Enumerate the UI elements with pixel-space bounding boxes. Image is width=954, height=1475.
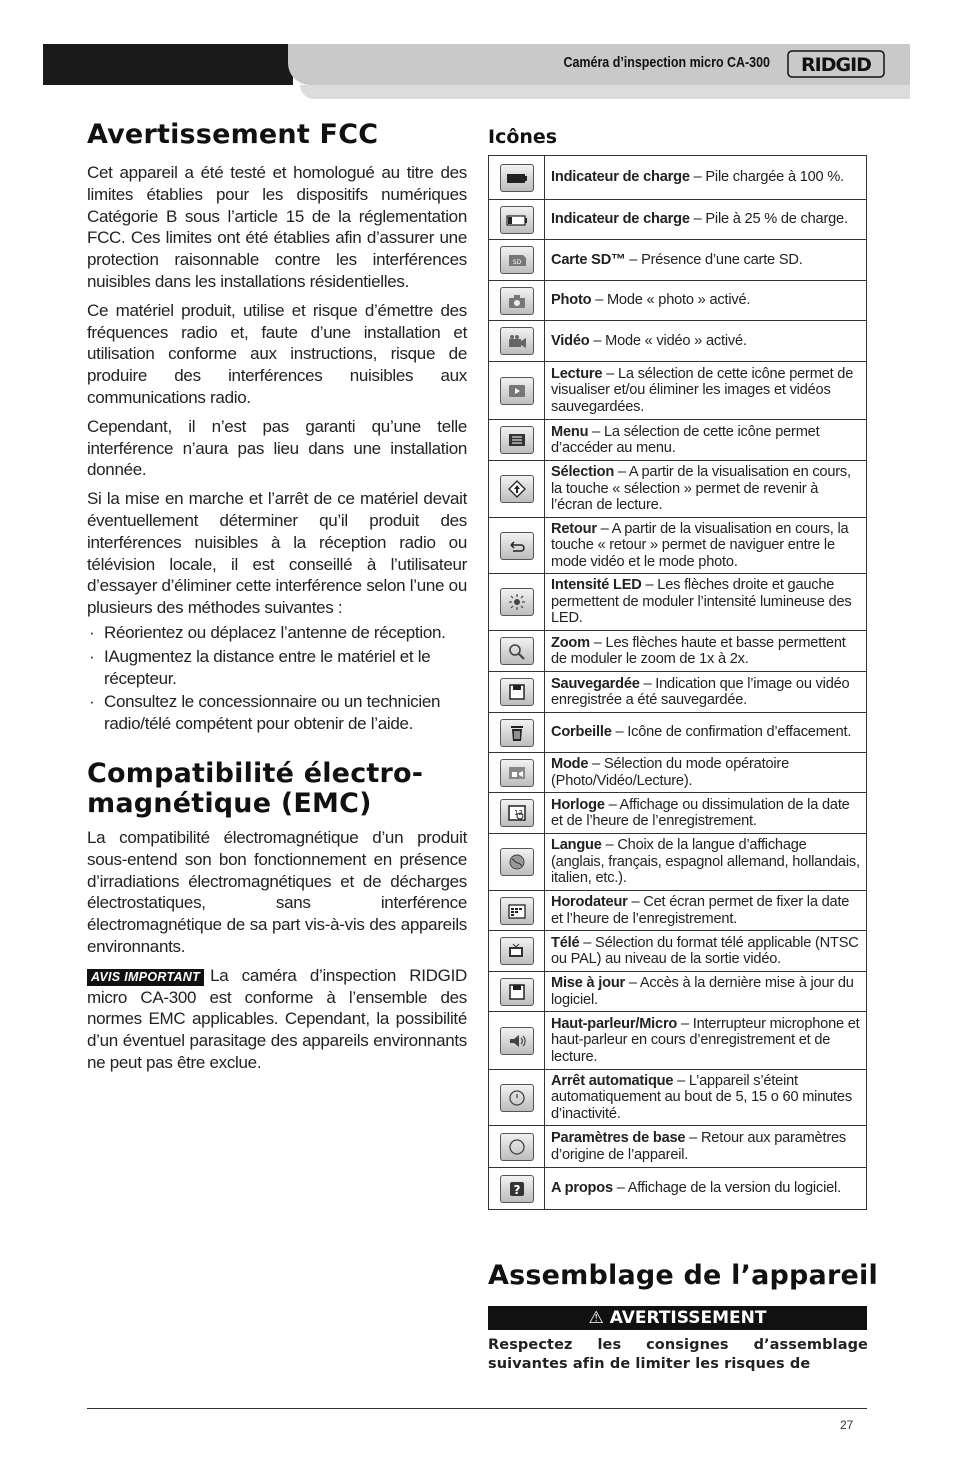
play-icon	[500, 377, 534, 405]
warning-text: Respectez les consignes d’assemblage suivantes afin de limiter les risques de	[488, 1337, 868, 1372]
right-column	[488, 126, 868, 154]
header-black-bar	[43, 44, 293, 85]
icon-cell	[489, 362, 545, 420]
icon-description: Indicateur de charge – Pile chargée à 100 %.	[545, 156, 867, 200]
update-icon	[500, 978, 534, 1006]
icon-description: Intensité LED – Les flèches droite et gauche permettent de moduler l’intensité lumineuse des LED.	[545, 574, 867, 631]
avis-important-badge: AVIS IMPORTANT	[87, 969, 204, 986]
icon-cell	[489, 1012, 545, 1070]
header-title: Caméra d’inspection micro CA-300	[563, 55, 770, 71]
emc-title: Compatibilité électro- magnétique (EMC)	[87, 757, 424, 819]
icon-cell	[489, 200, 545, 240]
icons-table	[488, 155, 867, 1210]
list-item: · Réorientez ou déplacez l’antenne de réception.	[89, 622, 446, 642]
footer-rule	[87, 1408, 867, 1409]
page-number: 27	[840, 1418, 854, 1432]
icon-description: A propos – Affichage de la version du logiciel.	[545, 1168, 867, 1210]
trash-icon	[500, 719, 534, 747]
tv-icon	[500, 937, 534, 965]
menu-icon	[500, 426, 534, 454]
calendar-icon	[500, 897, 534, 925]
fcc-paragraph-3: Cependant, il n’est pas garanti qu’une telle interférence n’aura pas lieu dans une installation donnée.	[87, 416, 467, 480]
icon-cell	[489, 518, 545, 574]
icon-description: Menu – La sélection de cette icône permet d’accéder au menu.	[545, 420, 867, 461]
icon-description: Horodateur – Cet écran permet de fixer la date et l’heure de l’enregistrement.	[545, 891, 867, 931]
icon-description: Langue – Choix de la langue d’affichage (anglais, français, espagnol allemand, hollandais, italien, etc.).	[545, 834, 867, 891]
table-row	[489, 793, 867, 834]
fcc-paragraph-1: Cet appareil a été testé et homologué au titre des limites établies pour les dispositifs numériques Catégorie B sous l’article 15 de la réglementation FCC. Ces limites ont été établies afin d’assurer une protection raisonnable contre les interférences nuisibles dans les installations résidentielles.	[87, 163, 467, 291]
svg-text:?: ?	[513, 1182, 520, 1197]
icon-description: Carte SD™ – Présence d’une carte SD.	[545, 240, 867, 281]
icon-description: Mode – Sélection du mode opératoire (Photo/Vidéo/Lecture).	[545, 753, 867, 793]
icon-description: Indicateur de charge – Pile à 25 % de charge.	[545, 200, 867, 240]
warning-banner: ⚠ AVERTISSEMENT	[488, 1306, 867, 1330]
icon-cell	[489, 321, 545, 362]
icon-description: Corbeille – Icône de confirmation d’effacement.	[545, 713, 867, 753]
icon-cell	[489, 156, 545, 200]
emc-paragraph: La compatibilité électromagnétique d’un produit sous-entend son bon fonctionnement en présence d’irradiations électromagnétiques et de décharges électrostatiques, sans interférence électromagnétique de sa part vis-à-vis des appareils environnants.	[87, 827, 467, 956]
table-row	[489, 753, 867, 793]
svg-text:SD: SD	[512, 259, 521, 266]
table-row	[489, 834, 867, 891]
mode-icon	[500, 759, 534, 787]
icon-description: Retour – A partir de la visualisation en cours, la touche « retour » permet de naviguer entre le mode vidéo et le mode photo.	[545, 518, 867, 574]
icon-description: Lecture – La sélection de cette icône permet de visualiser et/ou éliminer les images et vidéos sauvegardées.	[545, 362, 867, 420]
icon-cell	[489, 834, 545, 891]
svg-text:RIDGID: RIDGID	[801, 54, 871, 76]
icon-cell	[489, 420, 545, 461]
select-icon	[500, 475, 534, 503]
table-row	[489, 672, 867, 713]
icon-cell	[489, 574, 545, 631]
list-item: · Consultez le concessionnaire ou un technicien radio/télé compétent pour obtenir de l’aide.	[89, 692, 441, 734]
list-item: · IAugmentez la distance entre le matériel et le récepteur.	[89, 646, 431, 688]
icon-cell	[489, 240, 545, 281]
icon-description: Sélection – A partir de la visualisation en cours, la touche « sélection » permet de revenir à l’écran de lecture.	[545, 461, 867, 518]
avis-paragraph: AVIS IMPORTANT La caméra d’inspection RIDGID micro CA-300 est conforme à l’ensemble des normes EMC applicables. Cependant, la possibilité d’un éventuel parasitage des appareils environnants ne peut pas être exclue.	[87, 965, 467, 1072]
icon-cell	[489, 713, 545, 753]
icon-cell	[489, 1168, 545, 1210]
icon-cell	[489, 972, 545, 1012]
svg-text:12: 12	[513, 809, 523, 817]
clock-icon	[500, 799, 534, 827]
icon-description: Arrêt automatique – L’appareil s’éteint automatiquement au bout de 5, 15 o 60 minutes d’inactivité.	[545, 1070, 867, 1126]
fcc-paragraph-2: Ce matériel produit, utilise et risque d’émettre des fréquences radio et, faute d’une installation et utilisation conforme aux instructions, risque de produire des interférences nuisibles aux communications radio.	[87, 300, 467, 407]
ridgid-logo	[787, 50, 885, 78]
icon-cell	[489, 931, 545, 972]
icon-cell	[489, 461, 545, 518]
help-icon	[500, 1175, 534, 1203]
power-off-icon	[500, 1084, 534, 1112]
sd-card-icon	[500, 246, 534, 274]
camera-icon	[500, 287, 534, 315]
table-row	[489, 420, 867, 461]
table-row	[489, 1012, 867, 1070]
table-row	[489, 281, 867, 321]
warning-triangle-icon: ⚠	[588, 1308, 604, 1328]
led-icon	[500, 588, 534, 616]
icon-description: Mise à jour – Accès à la dernière mise à jour du logiciel.	[545, 972, 867, 1012]
icon-description: Télé – Sélection du format télé applicable (NTSC ou PAL) au niveau de la sortie vidéo.	[545, 931, 867, 972]
reset-icon	[500, 1133, 534, 1161]
icon-cell	[489, 891, 545, 931]
icon-description: Photo – Mode « photo » activé.	[545, 281, 867, 321]
table-row	[489, 631, 867, 672]
table-row	[489, 1168, 867, 1210]
fcc-paragraph-4: Si la mise en marche et l’arrêt de ce matériel devait éventuellement déterminer qu’il produit des interférences nuisibles à la réception radio ou télévision locale, il est conseillé à l’utilisateur d’essayer d’éliminer cette interférence selon l’une ou plusieurs des méthodes suivantes :	[87, 489, 467, 618]
icon-cell	[489, 1126, 545, 1168]
icon-description: Horloge – Affichage ou dissimulation de la date et de l’heure de l’enregistrement.	[545, 793, 867, 834]
left-column	[87, 120, 467, 1081]
table-row	[489, 1126, 867, 1168]
icon-cell	[489, 793, 545, 834]
table-row	[489, 240, 867, 281]
fcc-bullet-list	[87, 622, 467, 735]
icon-description: Zoom – Les flèches haute et basse permettent de moduler le zoom de 1x à 2x.	[545, 631, 867, 672]
save-icon	[500, 678, 534, 706]
video-camera-icon	[500, 327, 534, 355]
icon-cell	[489, 631, 545, 672]
globe-icon	[500, 848, 534, 876]
assembly-title: Assemblage de l’appareil	[488, 1260, 878, 1291]
table-row	[489, 891, 867, 931]
zoom-icon	[500, 637, 534, 665]
header-shadow-bar	[300, 85, 910, 99]
table-row	[489, 1070, 867, 1126]
table-row	[489, 518, 867, 574]
table-row	[489, 321, 867, 362]
table-row	[489, 200, 867, 240]
icon-description: Paramètres de base – Retour aux paramètres d’origine de l’appareil.	[545, 1126, 867, 1168]
icon-description: Haut-parleur/Micro – Interrupteur microphone et haut-parleur en cours d’enregistrement et de lecture.	[545, 1012, 867, 1070]
icon-cell	[489, 281, 545, 321]
icon-cell	[489, 672, 545, 713]
table-row	[489, 362, 867, 420]
icon-cell	[489, 753, 545, 793]
icon-cell	[489, 1070, 545, 1126]
battery-low-icon	[500, 206, 534, 234]
table-row	[489, 461, 867, 518]
table-row	[489, 972, 867, 1012]
table-row	[489, 156, 867, 200]
battery-full-icon	[500, 164, 534, 192]
return-icon	[500, 532, 534, 560]
speaker-icon	[500, 1027, 534, 1055]
icon-description: Sauvegardée – Indication que l’image ou vidéo enregistrée a été sauvegardée.	[545, 672, 867, 713]
table-row	[489, 713, 867, 753]
icon-description: Vidéo – Mode « vidéo » activé.	[545, 321, 867, 362]
table-row	[489, 574, 867, 631]
table-row	[489, 931, 867, 972]
icons-title: Icônes	[488, 126, 558, 148]
fcc-title: Avertissement FCC	[87, 119, 379, 150]
